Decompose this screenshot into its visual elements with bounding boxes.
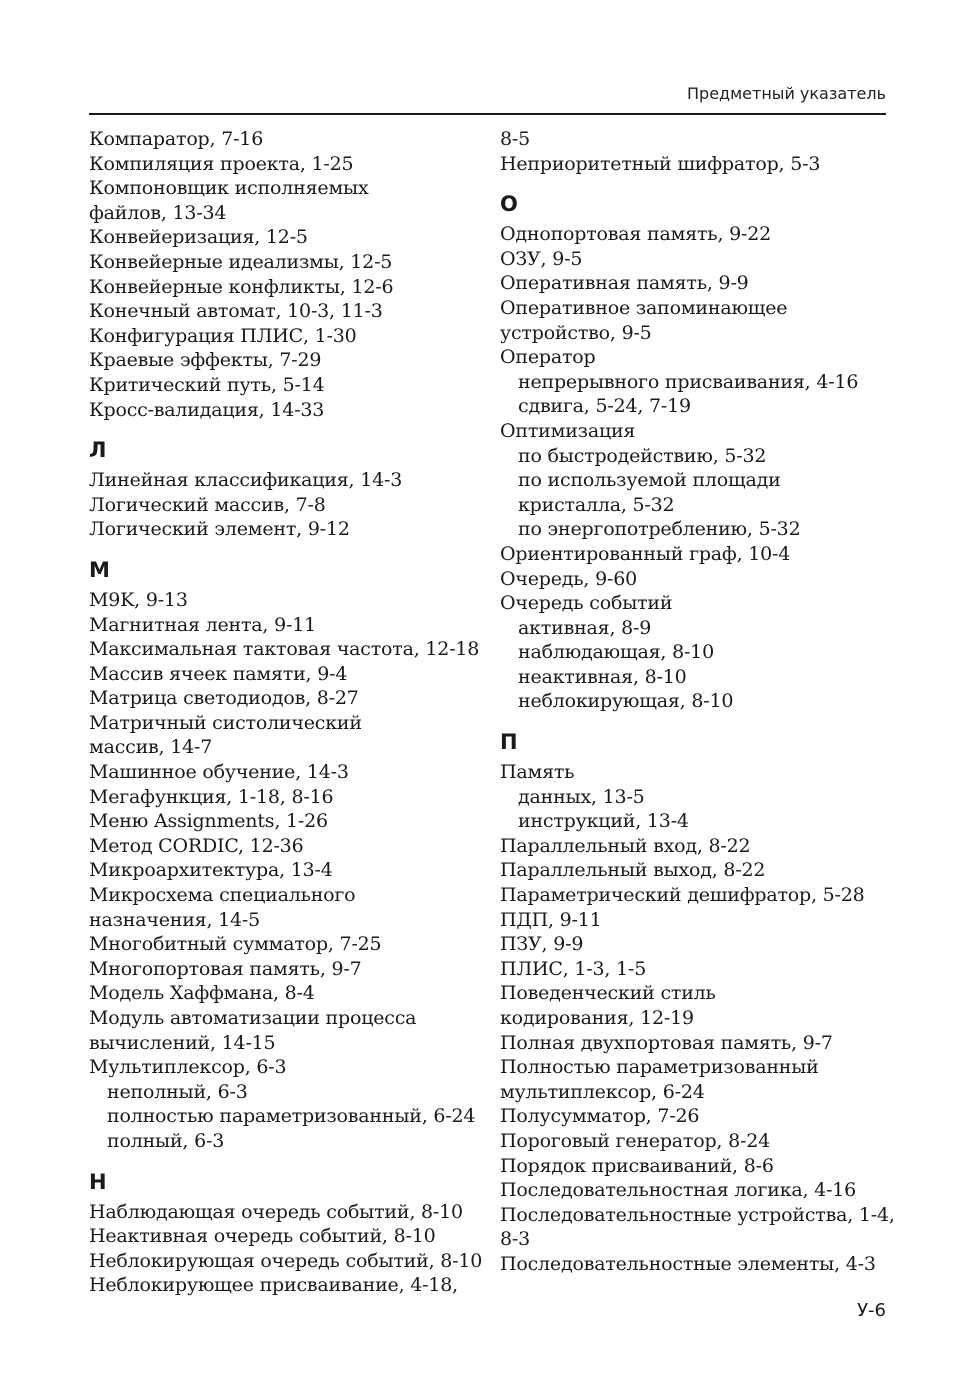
index-subentry: наблюдающая, 8-10 [518, 641, 714, 664]
index-column-left [89, 127, 481, 1298]
index-entry: файлов, 13-34 [89, 201, 227, 224]
index-subentry: непрерывного присваивания, 4-16 [518, 370, 859, 393]
index-entry: ПДП, 9-11 [500, 908, 602, 931]
index-entry: Конвейеризация, 12-5 [89, 226, 308, 249]
index-entry: Матрица светодиодов, 8-27 [89, 687, 359, 710]
index-entry: Машинное обучение, 14-3 [89, 761, 349, 784]
index-subentry: активная, 8-9 [518, 616, 652, 639]
index-entry: Многобитный сумматор, 7-25 [89, 933, 382, 956]
index-entry: Неактивная очередь событий, 8-10 [89, 1225, 436, 1248]
index-entry: назначения, 14-5 [89, 908, 261, 931]
index-entry: Максимальная тактовая частота, 12-18 [89, 638, 480, 661]
index-entry: Оперативное запоминающее [500, 296, 788, 319]
index-entry: Параллельный выход, 8-22 [500, 859, 766, 882]
index-entry: Мультиплексор, 6-3 [89, 1056, 287, 1079]
index-subentry: неблокирующая, 8-10 [518, 690, 734, 713]
index-entry: Мегафункция, 1-18, 8-16 [89, 785, 334, 808]
index-entry: Конвейерные конфликты, 12-6 [89, 275, 394, 298]
page-header-title: Предметный указатель [687, 84, 886, 103]
index-subentry: неполный, 6-3 [107, 1080, 248, 1103]
index-entry: ПЗУ, 9-9 [500, 933, 584, 956]
index-entry: M9K, 9-13 [89, 588, 188, 611]
index-entry: Компиляция проекта, 1-25 [89, 152, 354, 175]
index-entry: Неприоритетный шифратор, 5-3 [500, 152, 821, 175]
index-entry: Кросс-валидация, 14-33 [89, 398, 325, 421]
index-entry: устройство, 9-5 [500, 321, 652, 344]
index-entry: Оперативная память, 9-9 [500, 272, 749, 295]
index-entry: 8-3 [500, 1228, 530, 1251]
index-entry: ПЛИС, 1-3, 1-5 [500, 957, 647, 980]
index-entry: Массив ячеек памяти, 9-4 [89, 662, 348, 685]
index-entry: Полностью параметризованный [500, 1056, 819, 1079]
index-entry: 8-5 [500, 128, 530, 150]
page-number: У-6 [857, 1300, 886, 1321]
index-entry: Магнитная лента, 9-11 [89, 613, 316, 636]
index-entry: Поведенческий стиль [500, 982, 716, 1005]
index-subentry: по быстродействию, 5-32 [518, 444, 767, 467]
index-entry: Память [500, 761, 575, 784]
index-subentry: полный, 6-3 [107, 1129, 225, 1152]
index-entry: Конечный автомат, 10-3, 11-3 [89, 300, 383, 323]
index-entry: Полная двухпортовая память, 9-7 [500, 1031, 833, 1054]
index-entry: массив, 14-7 [89, 736, 213, 759]
index-subentry: сдвига, 5-24, 7-19 [518, 395, 691, 418]
index-subentry: данных, 13-5 [518, 785, 645, 808]
index-letter-heading: М [89, 557, 110, 582]
index-entry: Модель Хаффмана, 8-4 [89, 982, 315, 1005]
index-entry: Неблокирующее присваивание, 4-18, [89, 1274, 458, 1297]
index-entry: Параметрический дешифратор, 5-28 [500, 884, 865, 907]
index-entry: Пороговый генератор, 8-24 [500, 1129, 770, 1152]
index-column-right [500, 127, 895, 1277]
index-entry: Конвейерные идеализмы, 12-5 [89, 250, 393, 273]
index-subentry: неактивная, 8-10 [518, 665, 687, 688]
index-letter-heading: Л [89, 438, 107, 463]
index-entry: кодирования, 12-19 [500, 1007, 694, 1029]
index-entry: Ориентированный граф, 10-4 [500, 542, 791, 565]
index-entry: Микроархитектура, 13-4 [89, 859, 333, 882]
index-entry: Полусумматор, 7-26 [500, 1105, 700, 1128]
index-letter-heading: Н [89, 1169, 107, 1194]
index-subentry: по энергопотреблению, 5-32 [518, 518, 801, 541]
index-entry: Логический массив, 7-8 [89, 493, 326, 516]
index-entry: Краевые эффекты, 7-29 [89, 349, 322, 372]
header-rule [89, 113, 886, 115]
index-letter-heading: О [500, 192, 518, 217]
index-entry: Последовательностная логика, 4-16 [500, 1179, 857, 1202]
index-entry: Матричный систолический [89, 711, 362, 734]
index-entry: Компаратор, 7-16 [89, 128, 264, 150]
index-entry: Наблюдающая очередь событий, 8-10 [89, 1200, 463, 1223]
index-subentry: инструкций, 13-4 [518, 810, 689, 833]
index-entry: Конфигурация ПЛИС, 1-30 [89, 324, 357, 347]
index-entry: ОЗУ, 9-5 [500, 247, 583, 270]
index-entry: Меню Assignments, 1-26 [89, 810, 328, 833]
index-subentry: по используемой площади [518, 469, 781, 492]
index-entry: Очередь, 9-60 [500, 567, 637, 590]
index-entry: Линейная классификация, 14-3 [89, 469, 403, 492]
index-letter-heading: П [500, 730, 518, 755]
index-entry: Очередь событий [500, 592, 673, 615]
index-entry: Оператор [500, 346, 596, 369]
index-entry: мультиплексор, 6-24 [500, 1080, 705, 1103]
index-entry: Метод CORDIC, 12-36 [89, 834, 304, 857]
index-entry: Микросхема специального [89, 884, 356, 907]
index-entry: Неблокирующая очередь событий, 8-10 [89, 1249, 483, 1272]
index-entry: Оптимизация [500, 419, 636, 442]
index-entry: Многопортовая память, 9-7 [89, 957, 362, 980]
index-entry: Критический путь, 5-14 [89, 373, 325, 396]
index-entry: вычислений, 14-15 [89, 1031, 276, 1054]
index-entry: Однопортовая память, 9-22 [500, 223, 772, 246]
index-entry: Последовательностные устройства, 1-4, [500, 1203, 895, 1226]
index-entry: Порядок присваиваний, 8-6 [500, 1154, 774, 1177]
index-entry: Логический элемент, 9-12 [89, 518, 350, 541]
index-entry: Параллельный вход, 8-22 [500, 834, 751, 857]
index-subentry: полностью параметризованный, 6-24 [107, 1105, 476, 1128]
index-entry: Модуль автоматизации процесса [89, 1007, 417, 1029]
index-entry: Последовательностные элементы, 4-3 [500, 1252, 876, 1275]
index-subentry: кристалла, 5-32 [518, 493, 675, 516]
index-entry: Компоновщик исполняемых [89, 177, 369, 200]
